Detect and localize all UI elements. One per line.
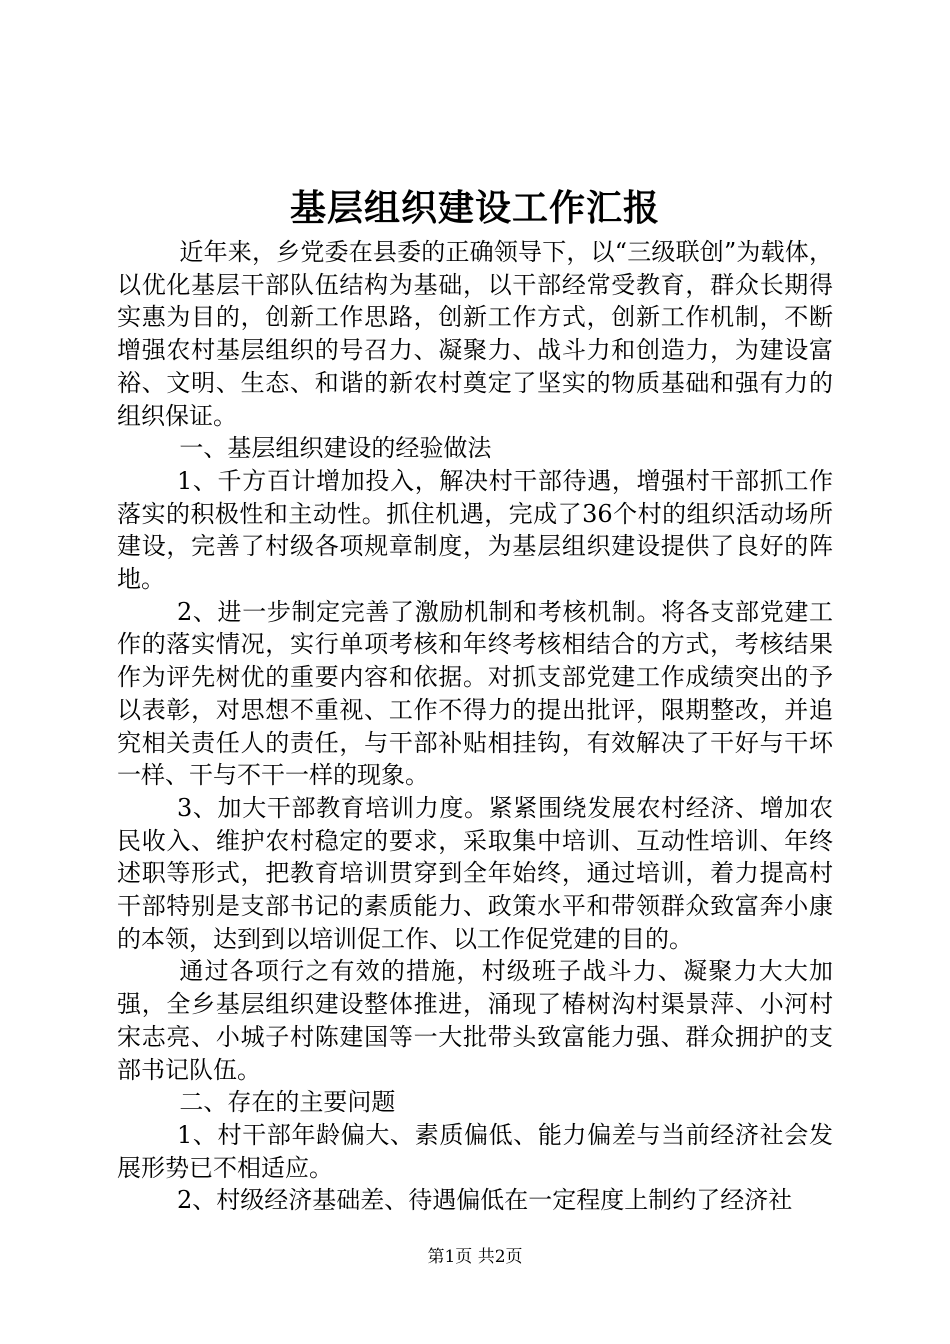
page-footer: 第1页 共2页 (427, 1247, 523, 1267)
paragraph-problem-1: 1、村干部年龄偏大、素质偏低、能力偏差与当前经济社会发展形势已不相适应。 (117, 1120, 833, 1182)
paragraph-problem-2: 2、村级经济基础差、待遇偏低在一定程度上制约了经济社 (177, 1186, 793, 1215)
document-title: 基层组织建设工作汇报 (289, 187, 660, 229)
paragraph-item-1: 1、千方百计增加投入，解决村干部待遇，增强村干部抓工作落实的积极性和主动性。抓住机遇，完成了36个村的组织活动场所建设，完善了村级各项规章制度，为基层组织建设提供了良好的阵地。 (117, 466, 833, 594)
section-heading-2: 二、存在的主要问题 (179, 1088, 396, 1117)
section-heading-1: 一、基层组织建设的经验做法 (179, 434, 492, 463)
paragraph-summary: 通过各项行之有效的措施，村级班子战斗力、凝聚力大大加强，全乡基层组织建设整体推进，涌现了椿树沟村渠景萍、小河村宋志亮、小城子村陈建国等一大批带头致富能力强、群众拥护的支部书记队伍。 (117, 957, 833, 1084)
document-body (117, 236, 833, 1217)
paragraph-item-3: 3、加大干部教育培训力度。紧紧围绕发展农村经济、增加农民收入、维护农村稳定的要求，采取集中培训、互动性培训、年终述职等形式，把教育培训贯穿到全年始终，通过培训，着力提高村干部特别是支部书记的素质能力、政策水平和带领群众致富奔小康的本领，达到到以培训促工作、以工作促党建的目的。 (117, 793, 833, 953)
paragraph-item-2: 2、进一步制定完善了激励机制和考核机制。将各支部党建工作的落实情况，实行单项考核和年终考核相结合的方式，考核结果作为评先树优的重要内容和依据。对抓支部党建工作成绩突出的予以表彰，对思想不重视、工作不得力的提出批评，限期整改，并追究相关责任人的责任，与干部补贴相挂钩，有效解决了干好与干坏一样、干与不干一样的现象。 (117, 597, 833, 790)
paragraph-intro: 近年来，乡党委在县委的正确领导下，以“三级联创”为载体，以优化基层干部队伍结构为基础，以干部经常受教育，群众长期得实惠为目的，创新工作思路，创新工作方式，创新工作机制，不断增强农村基层组织的号召力、凝聚力、战斗力和创造力，为建设富裕、文明、生态、和谐的新农村奠定了坚实的物质基础和强有力的组织保证。 (117, 238, 833, 430)
